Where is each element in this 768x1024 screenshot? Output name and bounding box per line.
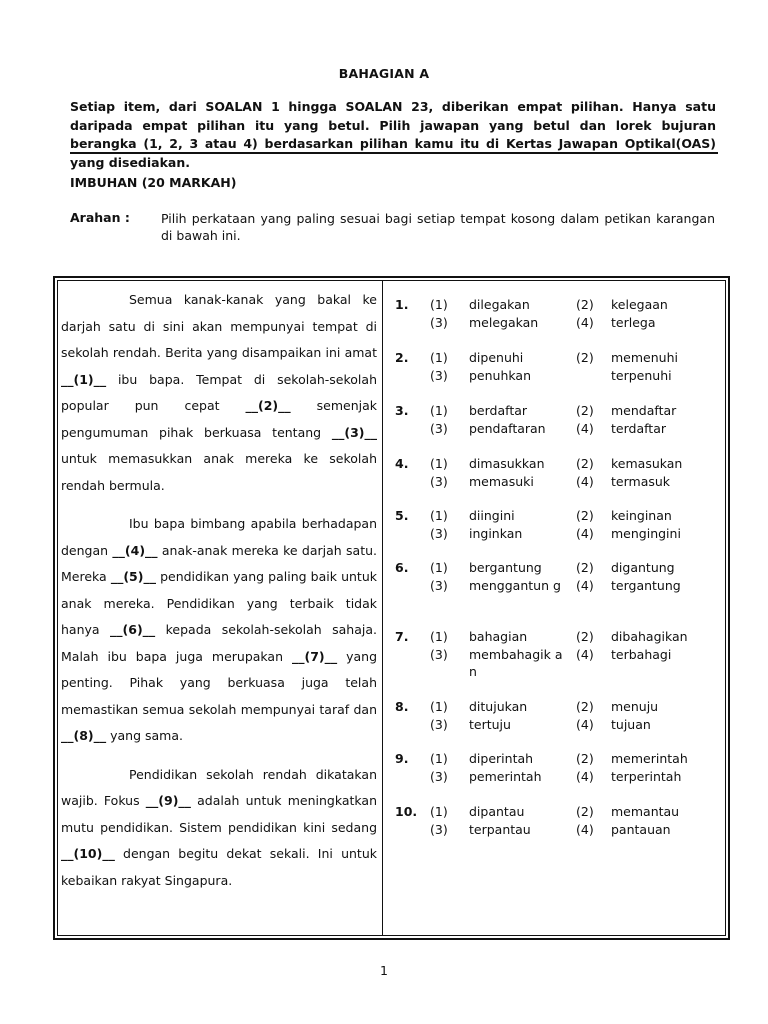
blank-marker: __(9)__ xyxy=(145,793,191,808)
passage-text: ibu bapa. Tempat di sekolah-sekolah popular pun cepat xyxy=(61,371,377,413)
option-index: (4) xyxy=(576,821,594,837)
option-1: bahagian xyxy=(469,629,528,644)
option-index: (2) xyxy=(576,560,594,575)
passage-text: anak-anak mereka ke darjah satu. Mereka xyxy=(61,542,377,584)
option-3: melegakan xyxy=(469,314,539,330)
option-2: menuju xyxy=(611,699,659,714)
option-4: terbahagi xyxy=(611,646,672,662)
passage-text: untuk memasukkan anak mereka ke sekolah rendah bermula. xyxy=(61,451,377,493)
option-1: berdaftar xyxy=(469,403,528,418)
option-index: (2) xyxy=(576,456,594,471)
option-2: digantung xyxy=(611,560,675,575)
passage-text: Pendidikan sekolah rendah dikatakan wajib. Fokus xyxy=(61,766,377,808)
passage-paragraph xyxy=(61,287,377,499)
option-index: (4) xyxy=(576,646,594,662)
arahan-label: Arahan : xyxy=(70,210,130,225)
passage-paragraph xyxy=(61,511,377,750)
option-index: (1) xyxy=(430,751,448,766)
question-number: 4. xyxy=(395,456,409,471)
question-number: 2. xyxy=(395,350,409,365)
question-number: 5. xyxy=(395,508,409,523)
option-3: menggantun g xyxy=(469,577,561,593)
option-index: (2) xyxy=(576,350,594,365)
option-4: tujuan xyxy=(611,716,651,732)
option-2: kelegaan xyxy=(611,297,668,312)
option-index: (4) xyxy=(576,577,594,593)
page-number: 1 xyxy=(380,963,388,978)
option-4: termasuk xyxy=(611,473,671,489)
option-index: (3) xyxy=(430,577,448,593)
blank-marker: __(7)__ xyxy=(292,648,338,664)
option-index: (1) xyxy=(430,699,448,714)
option-index: (2) xyxy=(576,403,594,418)
blank-marker: __(6)__ xyxy=(110,622,156,637)
passage-text: semenjak pengumuman pihak berkuasa tentang xyxy=(61,398,377,440)
option-1: ditujukan xyxy=(469,699,528,714)
option-2: keinginan xyxy=(611,508,672,523)
option-4: tergantung xyxy=(611,577,681,593)
option-index: (3) xyxy=(430,716,448,732)
passage-text: kepada sekolah-sekolah sahaja. Malah ibu bapa juga merupakan xyxy=(61,622,377,664)
option-index: (3) xyxy=(430,367,448,383)
section-heading: BAHAGIAN A xyxy=(338,66,430,81)
option-index: (3) xyxy=(430,420,448,436)
option-index: (3) xyxy=(430,314,448,330)
option-index: (1) xyxy=(430,508,448,523)
option-4: pantauan xyxy=(611,821,671,837)
passage xyxy=(61,287,377,906)
blank-marker: __(10)__ xyxy=(61,846,115,861)
option-index: (3) xyxy=(430,646,448,662)
question-number: 8. xyxy=(395,699,409,714)
passage-text: pendidikan yang paling baik untuk anak mereka. Pendidikan yang terbaik tidak hanya xyxy=(61,569,377,637)
option-1: diperintah xyxy=(469,751,534,766)
option-index: (3) xyxy=(430,768,448,784)
option-3: tertuju xyxy=(469,716,511,732)
passage-paragraph xyxy=(61,762,377,895)
passage-text: yang penting. Pihak yang berkuasa juga telah memastikan semua sekolah mempunyai taraf dan xyxy=(61,648,378,717)
option-index: (4) xyxy=(576,314,594,330)
option-index: (3) xyxy=(430,821,448,837)
question-number: 7. xyxy=(395,629,409,644)
option-3: membahagik an xyxy=(469,646,563,679)
option-index: (1) xyxy=(430,629,448,644)
option-index: (3) xyxy=(430,473,448,489)
section-title: IMBUHAN (20 MARKAH) xyxy=(70,175,237,190)
option-index: (2) xyxy=(576,508,594,523)
option-2: kemasukan xyxy=(611,456,683,471)
option-2: memantau xyxy=(611,804,680,819)
option-index: (1) xyxy=(430,297,448,312)
passage-text: Ibu bapa bimbang apabila berhadapan dengan xyxy=(61,516,377,558)
blank-marker: __(8)__ xyxy=(61,728,107,743)
option-1: dilegakan xyxy=(469,297,530,312)
option-index: (4) xyxy=(576,473,594,489)
question-number: 10. xyxy=(395,804,418,819)
option-3: pendaftaran xyxy=(469,420,546,436)
option-2: memerintah xyxy=(611,751,688,766)
option-index: (4) xyxy=(576,768,594,784)
option-4: terpenuhi xyxy=(611,367,672,383)
passage-text: adalah untuk meningkatkan mutu pendidikan. Sistem pendidikan kini sedang xyxy=(61,793,377,835)
option-1: dimasukkan xyxy=(469,456,545,471)
option-index: (2) xyxy=(576,297,594,312)
divider-line xyxy=(70,152,718,154)
option-1: dipenuhi xyxy=(469,350,524,365)
option-index: (3) xyxy=(430,525,448,541)
option-4: terdaftar xyxy=(611,420,666,436)
blank-marker: __(5)__ xyxy=(110,569,156,584)
blank-marker: __(3)__ xyxy=(331,424,377,440)
option-index: (1) xyxy=(430,560,448,575)
passage-text: yang sama. xyxy=(106,728,183,743)
blank-marker: __(2)__ xyxy=(245,398,291,413)
option-index: (2) xyxy=(576,629,594,644)
option-4: mengingini xyxy=(611,525,681,541)
arahan-text: Pilih perkataan yang paling sesuai bagi setiap tempat kosong dalam petikan karangan di bawah ini. xyxy=(161,211,715,243)
question-number: 3. xyxy=(395,403,409,418)
option-index: (4) xyxy=(576,716,594,732)
column-divider xyxy=(382,280,383,936)
option-4: terperintah xyxy=(611,768,682,784)
option-2: dibahagikan xyxy=(611,629,688,644)
question-number: 9. xyxy=(395,751,409,766)
question-number: 6. xyxy=(395,560,409,575)
option-index: (1) xyxy=(430,350,448,365)
option-3: inginkan xyxy=(469,525,523,541)
option-3: penuhkan xyxy=(469,367,531,383)
passage-text: dengan begitu dekat sekali. Ini untuk kebaikan rakyat Singapura. xyxy=(61,846,377,888)
option-index: (1) xyxy=(430,804,448,819)
option-index: (2) xyxy=(576,804,594,819)
question-number: 1. xyxy=(395,297,409,312)
option-index: (2) xyxy=(576,751,594,766)
option-index: (4) xyxy=(576,420,594,436)
option-3: terpantau xyxy=(469,821,531,837)
option-index: (1) xyxy=(430,403,448,418)
option-2: memenuhi xyxy=(611,350,678,365)
passage-text: Semua kanak-kanak yang bakal ke darjah satu di sini akan mempunyai tempat di sekolah rendah. Berita yang disampaikan ini amat xyxy=(61,292,377,360)
option-1: bergantung xyxy=(469,560,542,575)
option-1: diingini xyxy=(469,508,515,523)
option-3: memasuki xyxy=(469,473,534,489)
option-2: mendaftar xyxy=(611,403,677,418)
instructions: Setiap item, dari SOALAN 1 hingga SOALAN 23, diberikan empat pilihan. Hanya satu daripada empat pilihan itu yang betul. Pilih jawapan yang betul dan lorek bujuran berangka (1, 2, 3 atau 4) berdasarkan pilihan kamu itu di Kertas Jawapan Optikal(OAS) yang disediakan. xyxy=(70,99,716,170)
option-index: (2) xyxy=(576,699,594,714)
blank-marker: __(4)__ xyxy=(112,542,158,558)
option-4: terlega xyxy=(611,314,656,330)
option-1: dipantau xyxy=(469,804,525,819)
blank-marker: __(1)__ xyxy=(61,371,107,387)
option-index: (1) xyxy=(430,456,448,471)
option-index: (4) xyxy=(576,525,594,541)
option-3: pemerintah xyxy=(469,768,542,784)
